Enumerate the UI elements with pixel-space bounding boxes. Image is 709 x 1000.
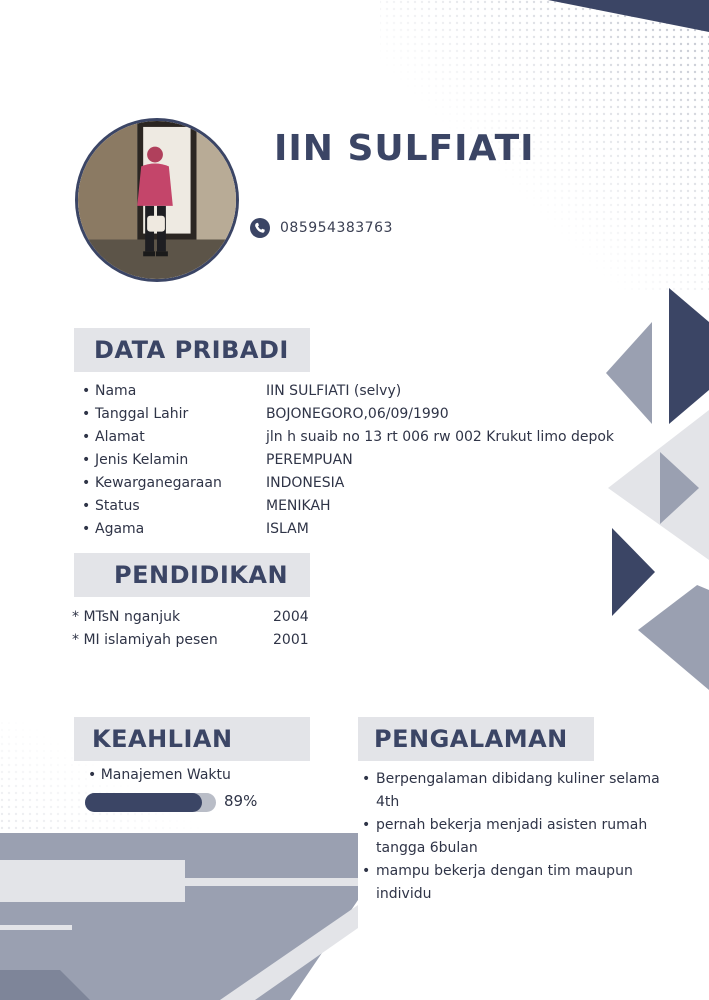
- bullet: •: [82, 452, 91, 468]
- skill-progress-fill: [85, 793, 202, 812]
- personal-label: Agama: [95, 521, 145, 537]
- personal-value: IIN SULFIATI (selvy): [266, 383, 402, 399]
- education-school: * MI islamiyah pesen: [72, 632, 218, 648]
- bullet: •: [82, 406, 91, 422]
- personal-value: INDONESIA: [266, 475, 345, 491]
- phone-row: [250, 218, 393, 238]
- section-title-keahlian: KEAHLIAN: [74, 717, 310, 761]
- personal-label: Status: [95, 498, 140, 514]
- personal-row-kewarganegaraan: [82, 475, 344, 498]
- personal-label: Kewarganegaraan: [95, 475, 222, 491]
- personal-label: Jenis Kelamin: [95, 452, 189, 468]
- bullet: •: [362, 771, 371, 787]
- bullet: •: [362, 817, 371, 833]
- education-year: 2004: [273, 609, 309, 625]
- personal-row-agama: [82, 521, 309, 544]
- bullet: •: [88, 767, 101, 783]
- experience-item: [362, 860, 662, 906]
- personal-label: Tanggal Lahir: [95, 406, 189, 422]
- section-title-pengalaman: PENGALAMAN: [358, 717, 594, 761]
- skill-name: Manajemen Waktu: [100, 767, 231, 783]
- candidate-name: IIN SULFIATI: [274, 128, 535, 169]
- experience-item: [362, 768, 662, 814]
- bullet: •: [82, 498, 91, 514]
- personal-row-nama: [82, 383, 401, 406]
- personal-value: PEREMPUAN: [266, 452, 353, 468]
- skill-percent: 89%: [224, 792, 258, 810]
- personal-value: ISLAM: [266, 521, 309, 537]
- education-year: 2001: [273, 632, 309, 648]
- bullet: •: [82, 429, 91, 445]
- bullet: •: [82, 521, 91, 537]
- bullet: •: [82, 475, 91, 491]
- experience-text: Berpengalaman dibidang kuliner selama 4th: [376, 771, 660, 810]
- personal-label: Nama: [95, 383, 137, 399]
- education-row: [72, 609, 309, 625]
- personal-row-alamat: [82, 429, 614, 452]
- experience-text: mampu bekerja dengan tim maupun individu: [376, 863, 633, 902]
- profile-photo: [75, 118, 239, 282]
- bullet: •: [82, 383, 91, 399]
- education-school: * MTsN nganjuk: [72, 609, 181, 625]
- phone-number: 085954383763: [280, 220, 393, 236]
- section-title-data-pribadi: DATA PRIBADI: [74, 328, 310, 372]
- profile-photo-image: [78, 121, 236, 279]
- skill-item: [88, 767, 231, 783]
- phone-icon: [250, 218, 270, 238]
- skill-progress-bar: [85, 793, 216, 812]
- experience-item: [362, 814, 662, 860]
- personal-value: BOJONEGORO,06/09/1990: [266, 406, 449, 422]
- experience-text: pernah bekerja menjadi asisten rumah tangga 6bulan: [376, 817, 648, 856]
- experience-list: [362, 768, 662, 906]
- personal-label: Alamat: [95, 429, 145, 445]
- personal-row-tanggal-lahir: [82, 406, 449, 429]
- personal-value: jln h suaib no 13 rt 006 rw 002 Krukut limo depok: [266, 429, 615, 445]
- section-title-pendidikan: PENDIDIKAN: [74, 553, 310, 597]
- bullet: •: [362, 863, 371, 879]
- personal-value: MENIKAH: [266, 498, 331, 514]
- education-row: [72, 632, 309, 648]
- personal-row-jenis-kelamin: [82, 452, 353, 475]
- personal-row-status: [82, 498, 331, 521]
